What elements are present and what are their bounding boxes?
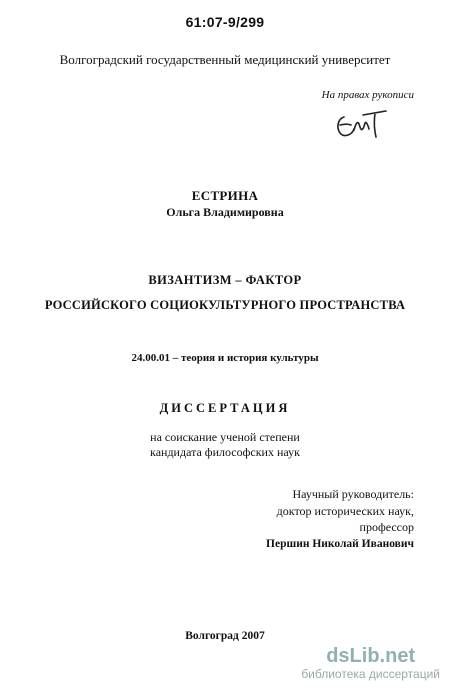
university-name: Волгоградский государственный медицинский университет <box>59 52 391 67</box>
specialty-code: 24.00.01 – теория и история культуры <box>131 352 319 364</box>
thesis-title-line1: ВИЗАНТИЗМ – ФАКТОР <box>148 273 302 287</box>
watermark-logo-tld: .net <box>379 645 416 667</box>
thesis-title-line2: РОССИЙСКОГО СОЦИОКУЛЬТУРНОГО ПРОСТРАНСТВА <box>44 298 406 312</box>
city-year: Волгоград 2007 <box>185 630 265 642</box>
supervisor-block <box>266 486 414 552</box>
watermark-subtitle: библиотека диссертаций <box>301 667 440 681</box>
watermark-logo-main: dsLib <box>326 645 380 667</box>
rights-note: На правах рукописи <box>321 89 414 101</box>
author-surname: ЕСТРИНА <box>191 188 259 203</box>
signature-icon <box>330 103 390 141</box>
watermark <box>301 645 440 681</box>
degree-line2: кандидата философских наук <box>150 445 300 459</box>
supervisor-rank: доктор исторических наук, <box>276 503 414 518</box>
dissertation-heading: ДИССЕРТАЦИЯ <box>159 401 291 415</box>
archive-code: 61:07-9/299 <box>185 14 265 30</box>
watermark-logo <box>301 645 440 667</box>
supervisor-role: Научный руководитель: <box>292 487 414 501</box>
supervisor-position: профессор <box>359 520 414 534</box>
author-name: Ольга Владимировна <box>166 205 284 219</box>
supervisor-name: Першин Николай Иванович <box>266 537 414 550</box>
degree-line1: на соискание ученой степени <box>150 430 300 444</box>
